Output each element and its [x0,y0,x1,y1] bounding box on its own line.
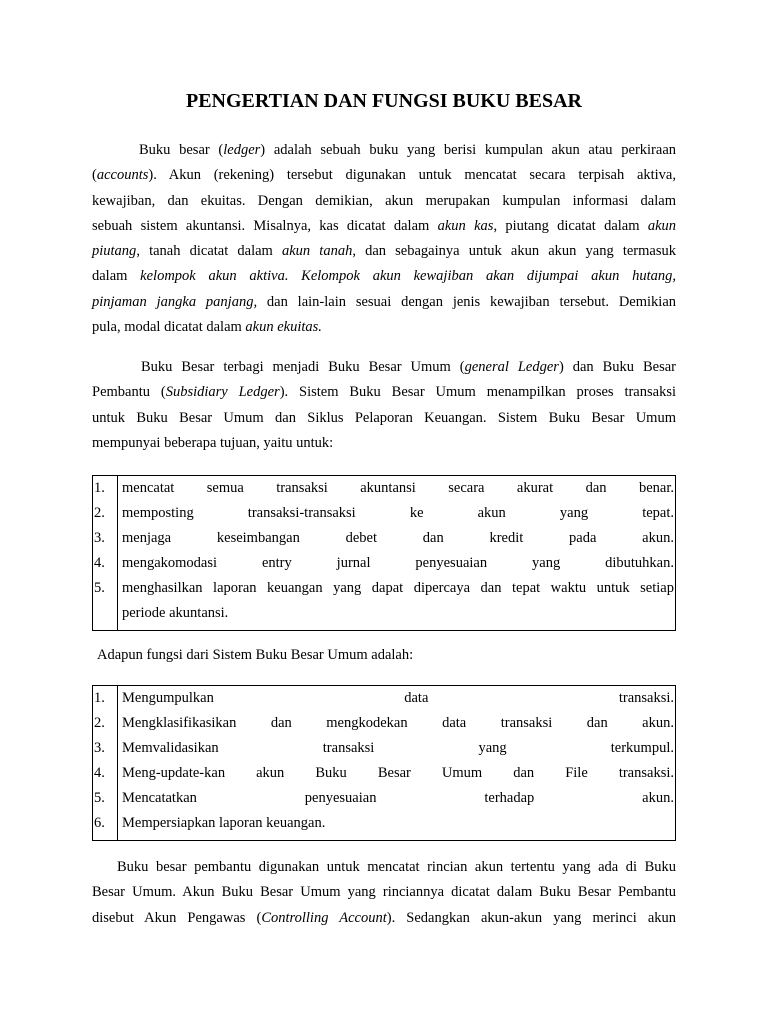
paragraph-ledger-definition [92,138,676,340]
list-number: 1. [94,480,105,496]
list-item [93,761,675,786]
objectives-list-box [92,475,676,631]
list-item [93,786,675,811]
list-text: Mengklasifikasikan dan mengkodekan data transaksi dan akun. [122,715,674,731]
para1-line4: sebuah sistem akuntansi. Misalnya, kas dicatat dalam akun kas, piutang dicatat dalam akun [92,217,677,234]
paragraph-subsidiary-ledger [92,855,676,931]
list-number: 4. [94,765,105,781]
list-number: 5. [94,790,105,806]
functions-list-box [92,685,676,841]
para1-line2: (accounts). Akun (rekening) tersebut digunakan untuk mencatat secara terpisah aktiva, [92,167,676,184]
list-number: 1. [94,690,105,706]
para3-line3: disebut Akun Pengawas (Controlling Account). Sedangkan akun-akun yang merinci akun [92,909,677,926]
page-title: PENGERTIAN DAN FUNGSI BUKU BESAR [185,90,582,112]
list-text: menghasilkan laporan keuangan yang dapat dipercaya dan tepat waktu untuk setiap [122,580,674,596]
list-number: 6. [94,815,105,831]
list-number: 3. [94,530,105,546]
list-text: mengakomodasi entry jurnal penyesuaian yang dibutuhkan. [122,555,674,571]
functions-intro-text: Adapun fungsi dari Sistem Buku Besar Umum adalah: [97,647,414,663]
list-text: memposting transaksi-transaksi ke akun yang tepat. [122,505,674,521]
list-item [93,576,675,601]
list-item [93,476,675,501]
list-item-continuation [93,601,675,626]
para3-line1: Buku besar pembantu digunakan untuk mencatat rincian akun tertentu yang ada di Buku [117,859,676,875]
list-item [93,551,675,576]
list-number: 4. [94,555,105,571]
functions-intro [92,643,676,668]
list-text: Memvalidasikan transaksi yang terkumpul. [122,740,674,756]
list-item [93,526,675,551]
list-number: 3. [94,740,105,756]
para1-line8: pula, modal dicatat dalam akun ekuitas. [92,319,322,336]
para1-line1: Buku besar (ledger) adalah sebuah buku yang berisi kumpulan akun atau perkiraan [139,142,677,158]
list-text: menjaga keseimbangan debet dan kredit pada akun. [122,530,674,546]
para2-line3: untuk Buku Besar Umum dan Siklus Pelaporan Keuangan. Sistem Buku Besar Umum [92,409,676,426]
list-text: Mengumpulkan data transaksi. [122,690,674,706]
list-number: 2. [94,505,105,521]
list-text: Meng-update-kan akun Buku Besar Umum dan File transaksi. [122,765,674,781]
para1-line6: dalam kelompok akun aktiva. Kelompok akun kewajiban akan dijumpai akun hutang, [92,268,676,285]
list-item [93,501,675,526]
list-item [93,711,675,736]
para3-line2: Besar Umum. Akun Buku Besar Umum yang rinciannya dicatat dalam Buku Besar Pembantu [92,884,676,901]
list-text: Mempersiapkan laporan keuangan. [122,815,326,831]
para1-line7: pinjaman jangka panjang, dan lain-lain sesuai dengan jenis kewajiban tersebut. Demikian [92,293,676,310]
list-text: mencatat semua transaksi akuntansi secara akurat dan benar. [122,480,674,496]
para1-line3: kewajiban, dan ekuitas. Dengan demikian, akun merupakan kumpulan informasi dalam [92,192,676,209]
para1-line5: piutang, tanah dicatat dalam akun tanah, dan sebagainya untuk akun akun yang termasuk [92,243,676,260]
para2-line1: Buku Besar terbagi menjadi Buku Besar Umum (general Ledger) dan Buku Besar [141,359,676,375]
list-text: Mencatatkan penyesuaian terhadap akun. [122,790,674,806]
list-number: 5. [94,580,105,596]
list-number: 2. [94,715,105,731]
para2-line2: Pembantu (Subsidiary Ledger). Sistem Buku Besar Umum menampilkan proses transaksi [92,384,676,401]
list-item [93,811,675,836]
list-item [93,736,675,761]
para2-line4: mempunyai beberapa tujuan, yaitu untuk: [92,434,334,451]
paragraph-ledger-types [92,355,676,456]
list-item [93,686,675,711]
list-text: periode akuntansi. [122,605,229,621]
